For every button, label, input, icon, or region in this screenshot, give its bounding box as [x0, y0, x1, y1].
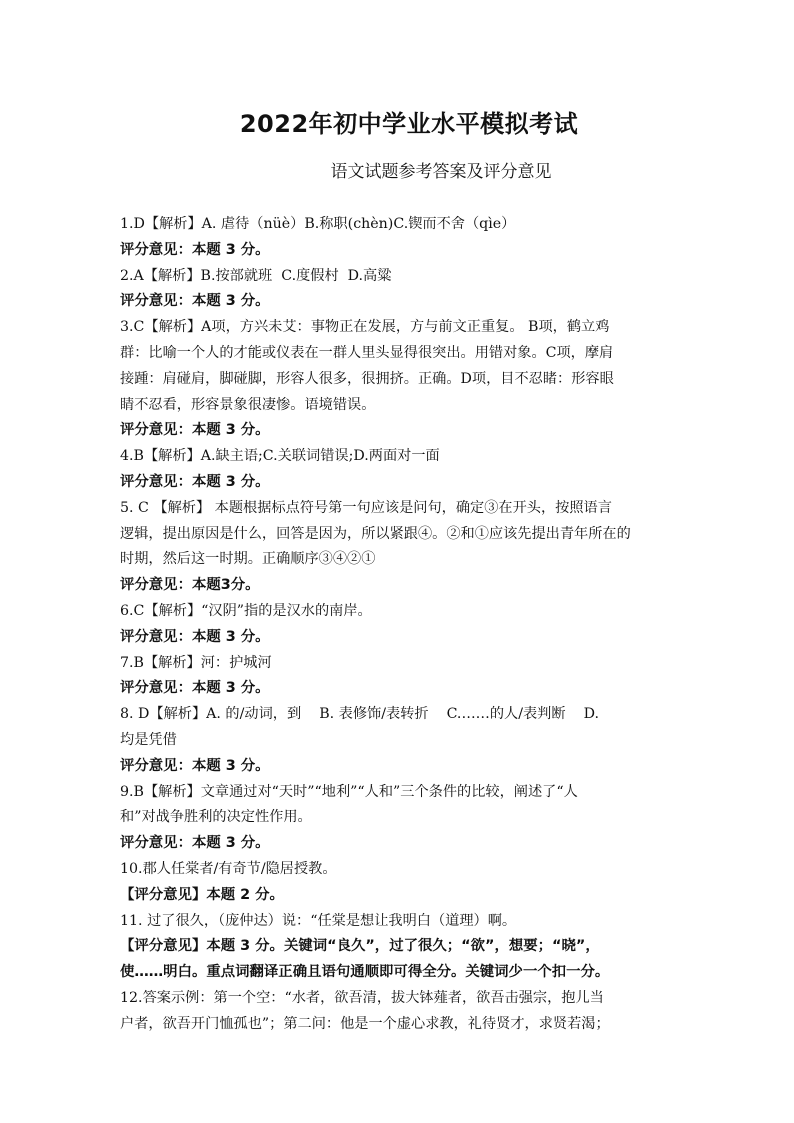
- answer-line: 睛不忍看，形容景象很凄惨。语境错误。: [120, 396, 376, 413]
- answer-line: 9.B【解析】文章通过对“天时”“地利”“人和”三个条件的比较，阐述了“人: [120, 783, 578, 800]
- scoring-note-line: 评分意见：本题 3 分。: [120, 680, 270, 697]
- scoring-note-line: 评分意见：本题 3 分。: [120, 293, 270, 310]
- scoring-note-line: 评分意见：本题 3 分。: [120, 757, 270, 774]
- page-title: 2022年初中学业水平模拟考试: [239, 110, 579, 138]
- scoring-note-line: 评分意见：本题 3 分。: [120, 835, 270, 852]
- answer-line: 2.A【解析】B.按部就班 C.度假村 D.高粱: [120, 267, 392, 284]
- answer-line: 户者，欲吾开门恤孤也”；第二问：他是一个虚心求教，礼待贤才，求贤若渴；: [120, 1015, 610, 1032]
- answer-line: 均是凭借: [120, 731, 177, 748]
- answer-line: 12.答案示例：第一个空：“水者，欲吾清，拔大钵薤者，欲吾击强宗，抱儿当: [120, 989, 604, 1006]
- answer-line: 群：比喻一个人的才能或仪表在一群人里头显得很突出。用错对象。C项，摩肩: [120, 344, 614, 361]
- answer-line: 11. 过了很久，（庞仲达）说：“任棠是想让我明白（道理）啊。: [120, 912, 517, 929]
- answer-line: 8. D【解析】A. 的/动词，到 B. 表修饰/表转折 C.……的人/表判断 D.: [120, 706, 599, 723]
- scoring-note-line: 评分意见：本题3分。: [120, 577, 260, 594]
- answer-line: 1.D【解析】A. 虐待（nüè）B.称职(chèn)C.锲而不舍（qìe）: [120, 216, 516, 232]
- answer-line: 4.B【解析】A.缺主语;C.关联词错误;D.两面对一面: [120, 448, 440, 465]
- answer-line: 6.C【解析】“汉阴”指的是汉水的南岸。: [120, 602, 372, 619]
- answer-line: 5. C 【解析】 本题根据标点符号第一句应该是问句，确定③在开头，按照语言: [120, 499, 612, 516]
- scoring-note-line: 评分意见：本题 3 分。: [120, 473, 270, 490]
- scoring-note-line: 使……明白。重点词翻译正确且语句通顺即可得全分。关键词少一个扣一分。: [120, 964, 610, 981]
- answer-line: 时期，然后这一时期。正确顺序③④②①: [120, 551, 376, 568]
- answer-line: 和”对战争胜利的决定性作用。: [120, 809, 312, 826]
- answer-content: [120, 212, 698, 1038]
- scoring-note-line: 【评分意见】本题 3 分。关键词“良久”，过了很久；“欲”，想要；“晓”，: [120, 938, 600, 955]
- page-subtitle: 语文试题参考答案及评分意见: [330, 162, 552, 182]
- scoring-note-line: 评分意见：本题 3 分。: [120, 422, 270, 439]
- answer-line: 3.C【解析】A项，方兴未艾：事物正在发展，方与前文正重复。 B项，鹤立鸡: [120, 319, 610, 336]
- answer-line: 7.B【解析】河：护城河: [120, 654, 272, 671]
- answer-line: 接踵：肩碰肩，脚碰脚，形容人很多，很拥挤。正确。D项，目不忍睹：形容眼: [120, 370, 614, 387]
- scoring-note-line: 评分意见：本题 3 分。: [120, 241, 270, 258]
- scoring-note-line: 【评分意见】本题 2 分。: [120, 886, 284, 903]
- answer-line: 10.郡人任棠者/有奇节/隐居授教。: [120, 860, 337, 877]
- answer-line: 逻辑，提出原因是什么，回答是因为，所以紧跟④。②和①应该先提出青年所在的: [120, 525, 631, 542]
- scoring-note-line: 评分意见：本题 3 分。: [120, 628, 270, 645]
